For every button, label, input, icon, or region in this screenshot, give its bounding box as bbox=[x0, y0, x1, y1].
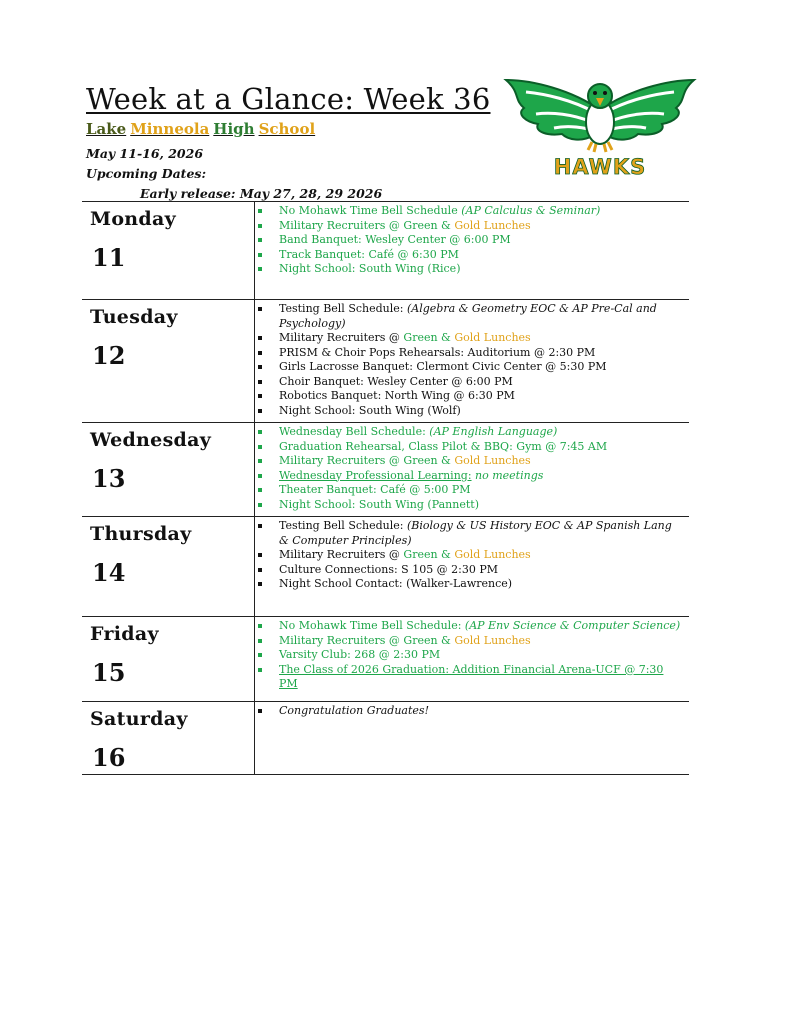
day-cell bbox=[82, 702, 255, 775]
event-text: Girls Lacrosse Banquet: Clermont Civic Center @ 5:30 PM bbox=[279, 360, 607, 373]
event-item bbox=[255, 346, 689, 361]
school-name-word: High bbox=[213, 120, 255, 138]
event-text: Military Recruiters @ Green & bbox=[279, 454, 455, 467]
event-list bbox=[255, 617, 689, 696]
event-item bbox=[255, 425, 689, 440]
event-text: Wednesday Bell Schedule: bbox=[279, 425, 430, 438]
event-text: Track Banquet: Café @ 6:30 PM bbox=[279, 247, 459, 261]
event-item bbox=[255, 219, 689, 234]
event-text: Gold Lunches bbox=[454, 633, 531, 647]
event-item bbox=[255, 577, 689, 592]
event-text: Gold Lunches bbox=[454, 548, 531, 561]
event-item bbox=[255, 563, 689, 578]
day-row-saturday bbox=[82, 702, 689, 775]
event-text: No Mohawk Time Bell Schedule bbox=[279, 204, 462, 217]
school-name-word: Minneola bbox=[130, 120, 210, 138]
event-item bbox=[255, 483, 689, 498]
event-text: Military Recruiters @ bbox=[279, 548, 404, 561]
event-text: (Biology & US History EOC & AP Spanish Lang & Computer Principles) bbox=[279, 519, 672, 547]
events-cell bbox=[255, 202, 690, 300]
event-item bbox=[255, 389, 689, 404]
event-text: Varsity Club: 268 @ 2:30 PM bbox=[279, 648, 441, 661]
event-text: (AP English Language) bbox=[429, 425, 558, 438]
event-text: Choir Banquet: Wesley Center @ 6:00 PM bbox=[279, 374, 513, 388]
events-cell bbox=[255, 617, 690, 702]
event-text: Night School Contact: (Walker-Lawrence) bbox=[279, 577, 513, 590]
event-text: Graduation Rehearsal, Class Pilot & BBQ: Gym @ 7:45 AM bbox=[279, 439, 608, 453]
day-row-thursday bbox=[82, 517, 689, 617]
day-cell bbox=[82, 300, 255, 423]
event-text: Testing Bell Schedule: bbox=[279, 302, 407, 315]
day-name: Monday bbox=[90, 208, 176, 230]
event-text: Testing Bell Schedule: bbox=[279, 519, 407, 532]
events-cell bbox=[255, 702, 690, 775]
event-text: no meetings bbox=[471, 468, 544, 482]
event-list bbox=[255, 423, 689, 516]
event-list bbox=[255, 202, 689, 281]
event-item bbox=[255, 548, 689, 563]
event-item bbox=[255, 331, 689, 346]
day-name: Thursday bbox=[90, 523, 192, 545]
day-number: 13 bbox=[92, 464, 126, 493]
event-item bbox=[255, 404, 689, 419]
event-text: Green & bbox=[403, 331, 455, 344]
event-text: Night School: South Wing (Pannett) bbox=[279, 497, 479, 511]
event-text: Military Recruiters @ bbox=[279, 331, 404, 344]
event-text: Military Recruiters @ Green & bbox=[279, 633, 455, 647]
event-text: Gold Lunches bbox=[454, 331, 531, 344]
day-name: Tuesday bbox=[90, 306, 178, 328]
day-row-friday bbox=[82, 617, 689, 702]
event-text: Military Recruiters @ Green & bbox=[279, 218, 455, 232]
event-text: The Class of 2026 Graduation: Addition Financial Arena-UCF @ 7:30 PM bbox=[279, 662, 664, 690]
event-item bbox=[255, 634, 689, 649]
event-item bbox=[255, 704, 689, 719]
events-cell bbox=[255, 300, 690, 423]
date-range: May 11-16, 2026 bbox=[86, 146, 204, 161]
school-name bbox=[86, 120, 319, 138]
event-item bbox=[255, 498, 689, 513]
early-release-note: Early release: May 27, 28, 29 2026 bbox=[140, 186, 383, 201]
event-item bbox=[255, 454, 689, 469]
day-name: Saturday bbox=[90, 708, 188, 730]
day-cell bbox=[82, 517, 255, 617]
event-text: Green & bbox=[403, 548, 455, 561]
day-row-monday bbox=[82, 202, 689, 300]
day-number: 16 bbox=[92, 743, 126, 772]
event-item bbox=[255, 619, 689, 634]
event-text: Night School: South Wing (Wolf) bbox=[279, 403, 461, 417]
event-item bbox=[255, 375, 689, 390]
hawk-logo-icon bbox=[502, 70, 698, 182]
upcoming-dates-label: Upcoming Dates: bbox=[86, 166, 207, 181]
event-item bbox=[255, 302, 679, 331]
event-text: Culture Connections: S 105 @ 2:30 PM bbox=[279, 562, 499, 576]
event-item bbox=[255, 233, 689, 248]
event-text: Wednesday Professional Learning: bbox=[279, 468, 472, 482]
event-item bbox=[255, 360, 689, 375]
event-text: No Mohawk Time Bell Schedule: bbox=[279, 619, 465, 632]
event-text: Gold Lunches bbox=[454, 218, 531, 232]
event-text: Robotics Banquet: North Wing @ 6:30 PM bbox=[279, 389, 515, 402]
page-title: Week at a Glance: Week 36 bbox=[86, 82, 491, 116]
event-text: (AP Calculus & Seminar) bbox=[461, 204, 601, 217]
event-text: PRISM & Choir Pops Rehearsals: Auditorium @ 2:30 PM bbox=[279, 345, 596, 359]
day-cell bbox=[82, 423, 255, 517]
week-schedule-table bbox=[82, 201, 689, 775]
event-item bbox=[255, 248, 689, 263]
day-number: 11 bbox=[92, 243, 126, 272]
day-row-tuesday bbox=[82, 300, 689, 423]
event-item bbox=[255, 262, 689, 277]
event-list bbox=[255, 517, 689, 596]
event-text: (Algebra & Geometry EOC & AP Pre-Cal and Psychology) bbox=[279, 302, 657, 330]
day-number: 14 bbox=[92, 558, 126, 587]
event-text: Theater Banquet: Café @ 5:00 PM bbox=[279, 483, 471, 496]
day-name: Friday bbox=[90, 623, 159, 645]
event-text: Congratulation Graduates! bbox=[279, 704, 429, 717]
event-item bbox=[255, 204, 689, 219]
day-number: 12 bbox=[92, 341, 126, 370]
day-cell bbox=[82, 617, 255, 702]
day-number: 15 bbox=[92, 658, 126, 687]
day-row-wednesday bbox=[82, 423, 689, 517]
day-cell bbox=[82, 202, 255, 300]
school-name-word: Lake bbox=[86, 120, 127, 138]
event-item bbox=[255, 663, 679, 692]
event-item bbox=[255, 519, 679, 548]
events-cell bbox=[255, 423, 690, 517]
event-list bbox=[255, 300, 689, 422]
events-cell bbox=[255, 517, 690, 617]
event-item bbox=[255, 469, 689, 484]
event-text: (AP Env Science & Computer Science) bbox=[464, 619, 681, 632]
event-text: Band Banquet: Wesley Center @ 6:00 PM bbox=[279, 233, 511, 246]
event-item bbox=[255, 648, 689, 663]
school-name-word: School bbox=[258, 120, 316, 138]
day-name: Wednesday bbox=[90, 429, 212, 451]
event-item bbox=[255, 440, 689, 455]
event-list bbox=[255, 702, 689, 723]
logo-text: HAWKS bbox=[553, 155, 647, 179]
event-text: Night School: South Wing (Rice) bbox=[279, 262, 461, 275]
event-text: Gold Lunches bbox=[454, 454, 531, 467]
